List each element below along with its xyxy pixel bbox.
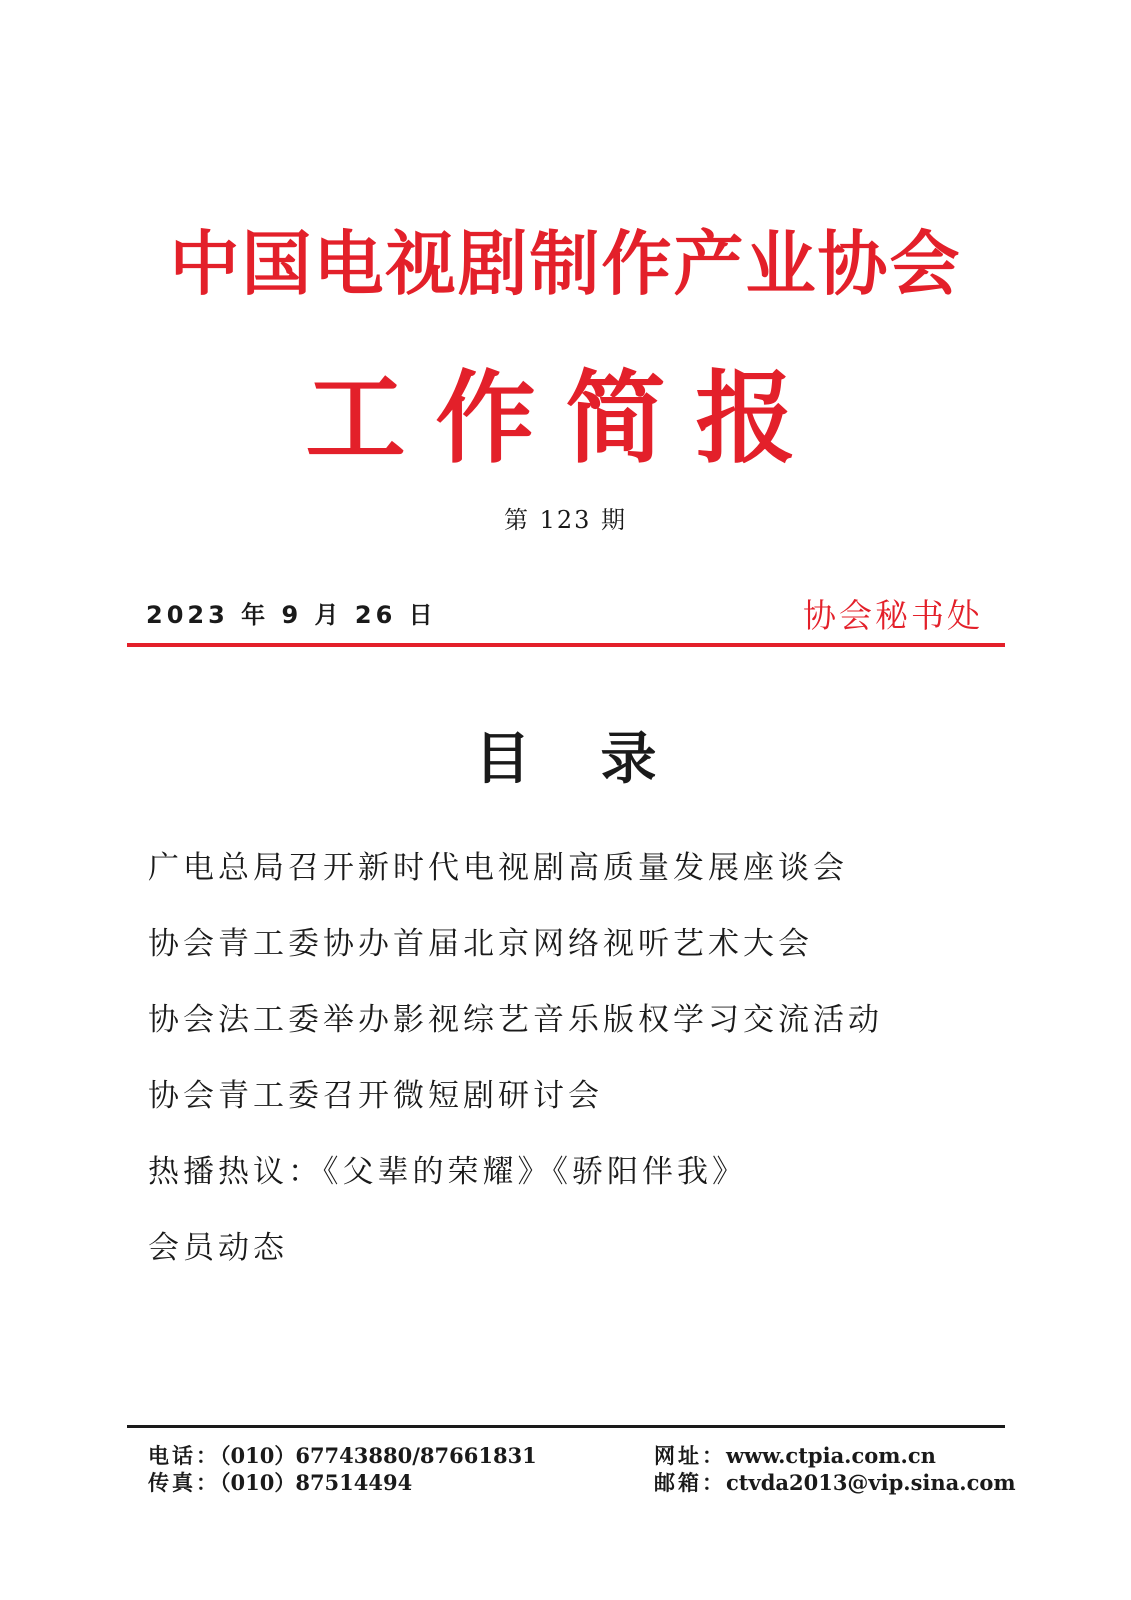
toc-item[interactable]: 广电总局召开新时代电视剧高质量发展座谈会 xyxy=(148,850,848,886)
toc-item[interactable]: 协会青工委召开微短剧研讨会 xyxy=(148,1078,603,1114)
email-label: 邮箱： xyxy=(654,1470,726,1495)
fax-value: （010）87514494 xyxy=(220,1470,413,1495)
toc-item[interactable]: 协会青工委协办首届北京网络视听艺术大会 xyxy=(148,926,813,962)
toc-item[interactable]: 协会法工委举办影视综艺音乐版权学习交流活动 xyxy=(148,1002,883,1038)
issue-number: 第 123 期 xyxy=(503,506,628,534)
organization-name: 中国电视剧制作产业协会 xyxy=(169,222,962,305)
issuer: 协会秘书处 xyxy=(803,596,983,635)
footer-divider xyxy=(127,1425,1005,1428)
footer-website xyxy=(654,1440,936,1470)
email-value[interactable]: ctvda2013@vip.sina.com xyxy=(726,1470,1016,1495)
header-divider xyxy=(127,643,1005,647)
publish-date: 2023 年 9 月 26 日 xyxy=(146,601,437,629)
phone-value: （010）67743880/87661831 xyxy=(220,1443,537,1468)
toc-item[interactable]: 会员动态 xyxy=(148,1230,288,1266)
phone-label: 电话： xyxy=(148,1443,220,1468)
document-title: 工作简报 xyxy=(305,359,826,477)
fax-label: 传真： xyxy=(148,1470,220,1495)
website-label: 网址： xyxy=(654,1443,726,1468)
toc-list xyxy=(148,848,883,1304)
footer-phone xyxy=(148,1440,537,1470)
toc-item[interactable]: 热播热议：《父辈的荣耀》《骄阳伴我》 xyxy=(148,1154,747,1190)
toc-heading: 目录 xyxy=(474,726,727,792)
website-value[interactable]: www.ctpia.com.cn xyxy=(726,1443,936,1468)
footer-fax xyxy=(148,1467,412,1497)
footer-email xyxy=(654,1467,1016,1497)
